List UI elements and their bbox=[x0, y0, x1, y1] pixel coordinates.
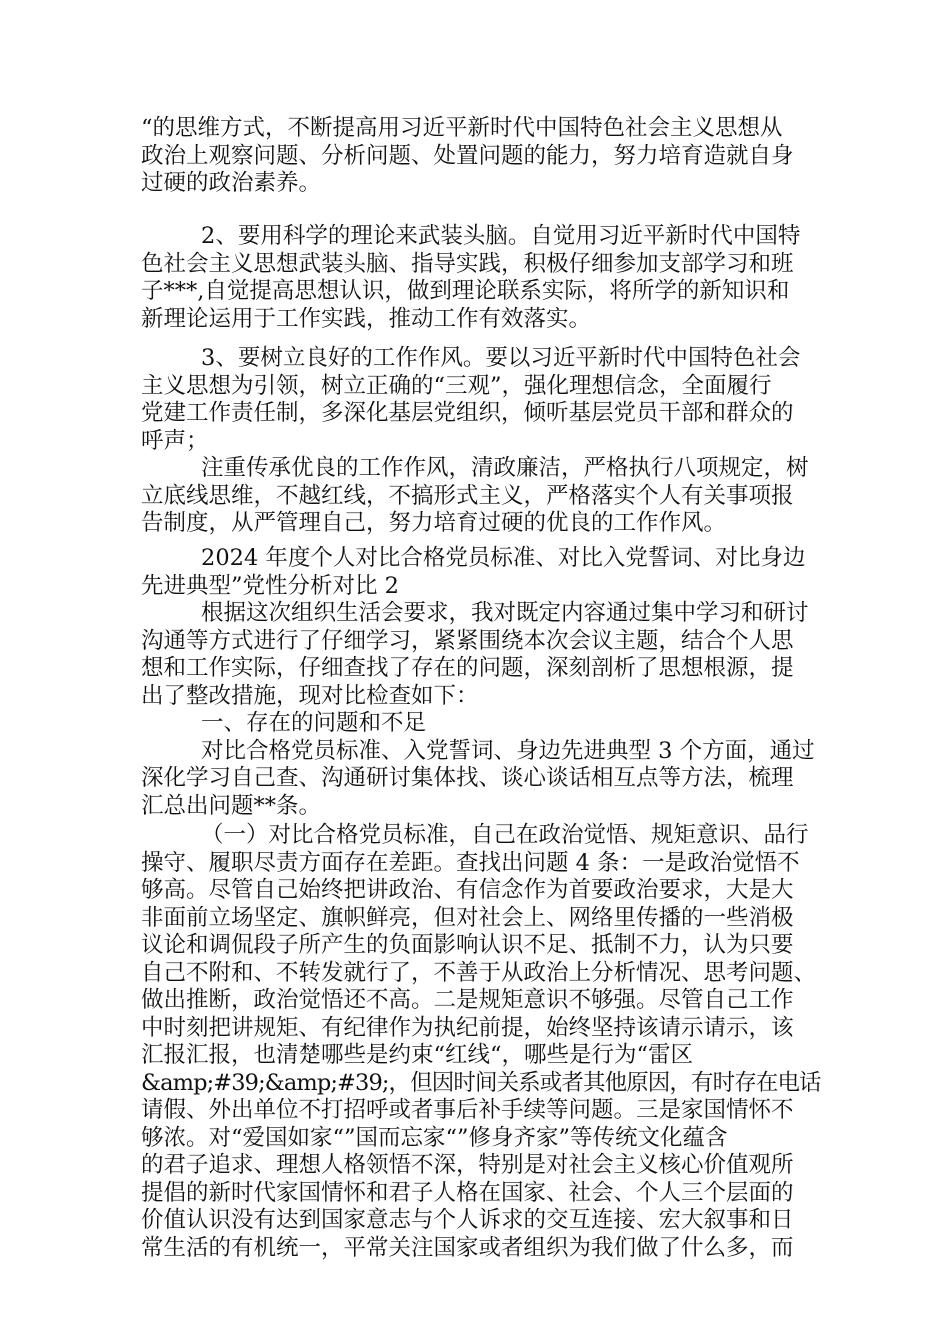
paragraph-block bbox=[141, 822, 821, 1262]
text-line: 价值认识没有达到国家意志与个人诉求的交互连接、宏大叙事和日 bbox=[141, 1207, 794, 1233]
text-line: 常生活的有机统一，平常关注国家或者组织为我们做了什么多，而 bbox=[141, 1234, 794, 1261]
text-line: 出了整改措施，现对比检查如下： bbox=[141, 682, 479, 709]
text-line: 一、存在的问题和不足 bbox=[201, 710, 427, 736]
text-line: 根据这次组织生活会要求，我对既定内容通过集中学习和研讨 bbox=[201, 600, 809, 626]
text-line: 新理论运用于工作实践，推动工作有效落实。 bbox=[141, 305, 592, 332]
text-line: 非面前立场坚定、旗帜鲜亮，但对社会上、网络里传播的一些消极 bbox=[141, 904, 794, 931]
text-line: “的思维方式，不断提高用习近平新时代中国特色社会主义思想从 bbox=[141, 115, 783, 141]
text-line: 的君子追求、理想人格领悟不深，特别是对社会主义核心价值观所 bbox=[141, 1152, 794, 1178]
text-line: 汇总出问题**条。 bbox=[141, 792, 322, 819]
text-line: （一）对比合格党员标准，自己在政治觉悟、规矩意识、品行 bbox=[201, 822, 809, 848]
text-line: 立底线思维，不越红线，不搞形式主义，严格落实个人有关事项报 bbox=[141, 482, 794, 509]
text-line: 3、要树立良好的工作作风。要以习近平新时代中国特色社会 bbox=[201, 345, 801, 371]
paragraph-block bbox=[141, 115, 821, 198]
text-line: 2024 年度个人对比合格党员标准、对比入党誓词、对比身边 bbox=[201, 545, 806, 571]
text-line: 中时刻把讲规矩、有纪律作为执纪前提，始终坚持该请示请示，该 bbox=[141, 1014, 794, 1041]
text-line: 2、要用科学的理论来武装头脑。自觉用习近平新时代中国特 bbox=[201, 223, 801, 249]
text-line: 过硬的政治素养。 bbox=[141, 170, 322, 196]
text-line: 请假、外出单位不打招呼或者事后补手续等问题。三是家国情怀不 bbox=[141, 1097, 794, 1123]
text-line: 子***,自觉提高思想认识，做到理论联系实际，将所学的新知识和 bbox=[141, 278, 790, 304]
text-line: 政治上观察问题、分析问题、处置问题的能力，努力培育造就自身 bbox=[141, 142, 794, 169]
text-line: 注重传承优良的工作作风，清政廉洁，严格执行八项规定，树 bbox=[201, 455, 809, 481]
text-line: 够浓。对“爱国如家“”国而忘家“”修身齐家”等传统文化蕴含 bbox=[141, 1124, 728, 1151]
text-line: 操守、履职尽责方面存在差距。查找出问题 4 条：一是政治觉悟不 bbox=[141, 849, 800, 876]
text-line: 对比合格党员标准、入党誓词、身边先进典型 3 个方面，通过 bbox=[201, 737, 815, 764]
text-line: 提倡的新时代家国情怀和君子人格在国家、社会、个人三个层面的 bbox=[141, 1179, 794, 1206]
paragraph-block bbox=[141, 223, 821, 333]
text-line: 做出推断，政治觉悟还不高。二是规矩意识不够强。尽管自己工作 bbox=[141, 987, 794, 1013]
text-line: 自己不附和、不转发就行了，不善于从政治上分析情况、思考问题、 bbox=[141, 959, 817, 986]
text-line: 呼声； bbox=[141, 427, 209, 454]
text-line: 沟通等方式进行了仔细学习，紧紧围绕本次会议主题，结合个人思 bbox=[141, 627, 794, 654]
text-line: 汇报汇报，也清楚哪些是约束“红线“，哪些是行为“雷区 bbox=[141, 1042, 694, 1068]
text-line: 够高。尽管自己始终把讲政治、有信念作为首要政治要求，大是大 bbox=[141, 877, 794, 903]
text-line: &amp;#39;&amp;#39;，但因时间关系或者其他原因，有时存在电话 bbox=[141, 1069, 821, 1096]
text-line: 深化学习自己查、沟通研讨集体找、谈心谈话相互点等方法，梳理 bbox=[141, 765, 794, 791]
paragraph-block bbox=[141, 345, 821, 538]
text-line: 告制度，从严管理自己，努力培育过硬的优良的工作作风。 bbox=[141, 510, 727, 536]
paragraph-block bbox=[141, 545, 821, 820]
text-line: 党建工作责任制，多深化基层党组织，倾听基层党员干部和群众的 bbox=[141, 400, 794, 426]
text-line: 主义思想为引领，树立正确的“三观”，强化理想信念，全面履行 bbox=[141, 372, 772, 399]
text-line: 色社会主义思想武装头脑、指导实践，积极仔细参加支部学习和班 bbox=[141, 250, 794, 277]
text-line: 先进典型”党性分析对比 2 bbox=[141, 572, 399, 599]
text-line: 议论和调侃段子所产生的负面影响认识不足、抵制不力，认为只要 bbox=[141, 932, 794, 958]
text-line: 想和工作实际，仔细查找了存在的问题，深刻剖析了思想根源，提 bbox=[141, 655, 794, 681]
